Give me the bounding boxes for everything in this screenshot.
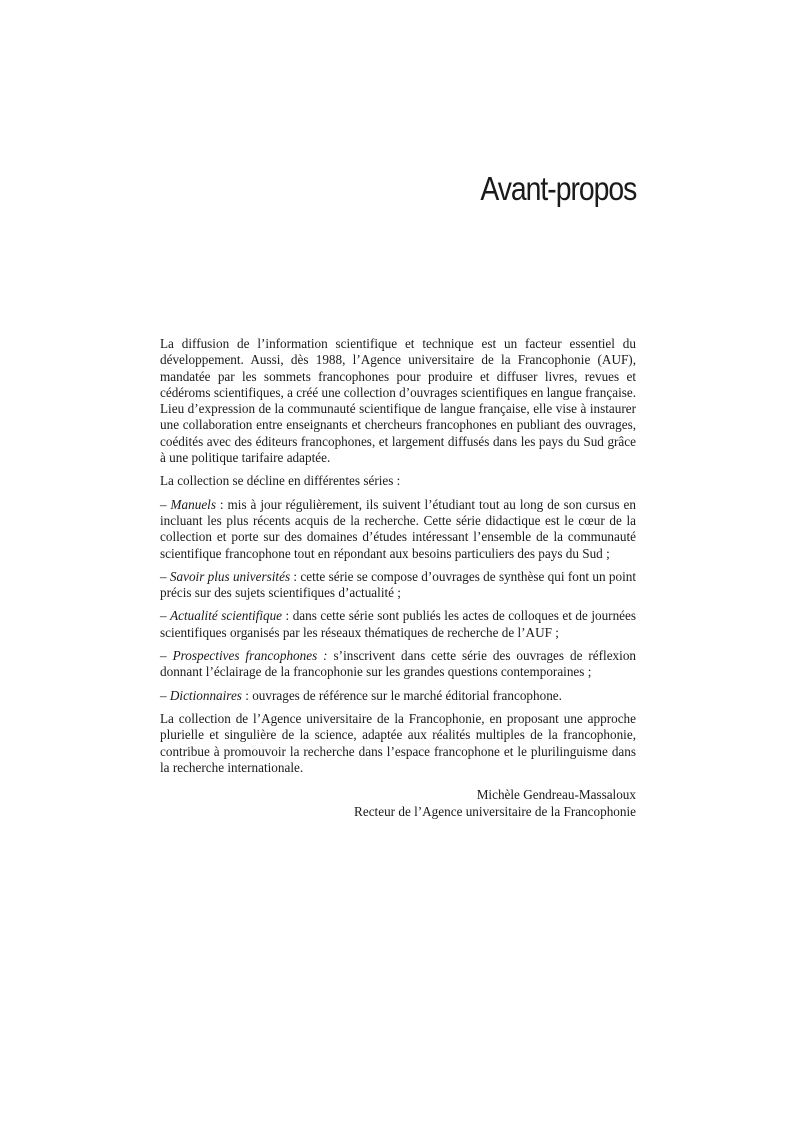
conclusion-paragraph: La collection de l’Agence universitaire de la Francophonie, en proposant une approche plurielle et singulière de la science, adaptée aux réalités multiples de la francophonie, contribue à promouvoir la recherche dans l’espace francophone et le plurilinguisme dans la recherche internationale.	[160, 710, 636, 775]
series-dash: –	[160, 568, 170, 584]
series-dash: –	[160, 608, 171, 624]
series-item-savoir-plus	[160, 569, 636, 602]
signature-block	[354, 786, 636, 820]
series-name: Dictionnaires	[169, 687, 242, 703]
intro-paragraph: La diffusion de l’information scientifique et technique est un facteur essentiel du développement. Aussi, dès 1988, l’Agence universitaire de la Francophonie (AUF), mandatée par les sommets francophones pour produire et diffuser livres, revues et cédéroms scientifiques, a créé une collection d’ouvrages scientifiques en langue française. Lieu d’expression de la communauté scientifique de langue française, elle vise à instaurer une collaboration entre enseignants et chercheurs francophones en publiant des ouvrages, coédités avec des éditeurs francophones, et largement diffusés dans les pays du Sud grâce à une politique tarifaire adaptée.	[160, 336, 637, 466]
series-description: : dans cette série sont publiés les actes de colloques et de journées scientifiques organisés par les réseaux thématiques de recherche de l’AUF ;	[160, 608, 636, 640]
series-item-prospectives	[160, 648, 636, 681]
series-dash: –	[160, 496, 171, 512]
series-dash: –	[160, 687, 170, 703]
series-name: Prospectives francophones :	[172, 648, 328, 664]
series-intro-paragraph: La collection se décline en différentes séries :	[160, 473, 401, 489]
series-name: Savoir plus universités	[169, 568, 291, 584]
signature-role: Recteur de l’Agence universitaire de la Francophonie	[354, 804, 636, 819]
series-description: s’inscrivent dans cette série des ouvrages de réflexion donnant l’éclairage de la francophonie sur les grandes questions contemporaines ;	[160, 648, 637, 680]
series-item-dictionnaires	[160, 688, 636, 704]
body-text	[160, 336, 636, 783]
series-name: Actualité scientifique	[170, 608, 283, 624]
series-description: : mis à jour régulièrement, ils suivent l’étudiant tout au long de son cursus en incluant les plus récents acquis de la recherche. Cette série didactique est le cœur de la collection et porte sur des domaines d’études intéressant l’ensemble de la communauté scientifique francophone tout en répondant aux besoins particuliers des pays du Sud ;	[160, 496, 636, 561]
series-dash: –	[160, 648, 173, 664]
series-description: : ouvrages de référence sur le marché éditorial francophone.	[241, 687, 562, 703]
series-name: Manuels	[170, 496, 216, 512]
signature-name: Michèle Gendreau-Massaloux	[476, 787, 636, 802]
series-description: : cette série se compose d’ouvrages de synthèse qui font un point précis sur des sujets scientifiques d’actualité ;	[160, 568, 636, 601]
series-item-actualite	[160, 608, 636, 641]
series-item-manuels	[160, 497, 636, 562]
page-title: Avant-propos	[480, 170, 636, 207]
